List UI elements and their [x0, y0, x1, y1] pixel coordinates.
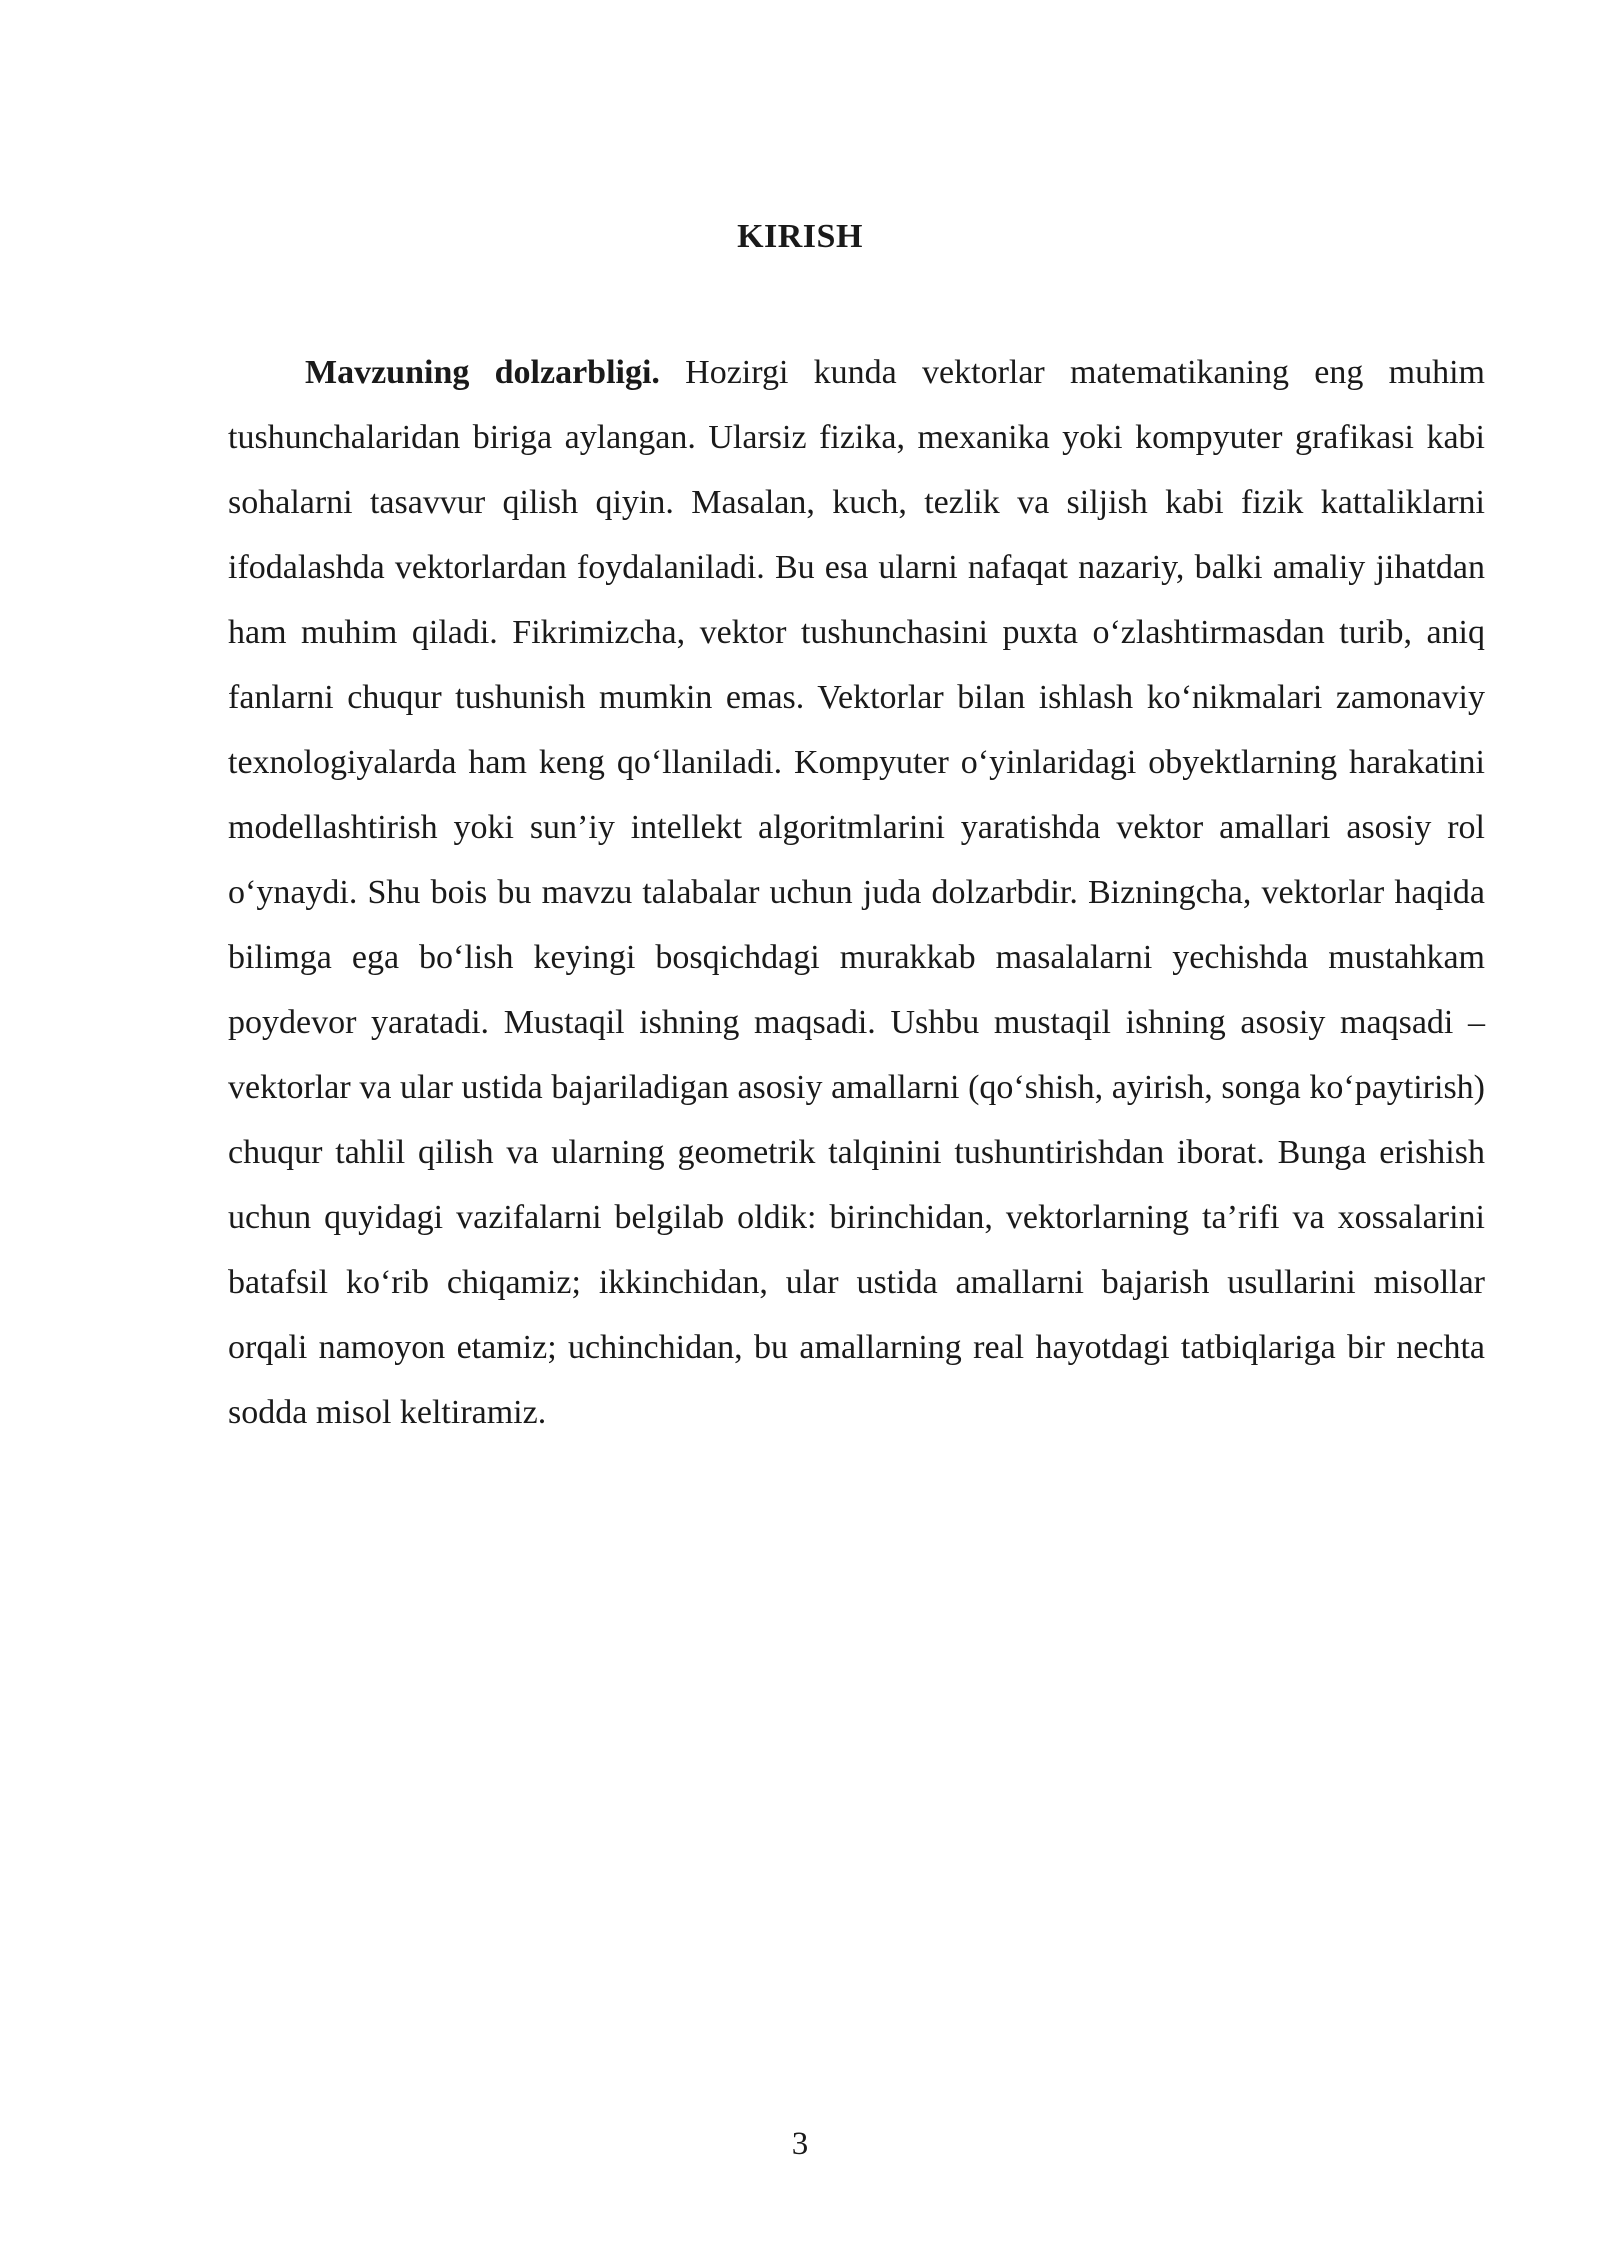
section-heading: KIRISH: [737, 218, 863, 255]
paragraph-lead: Mavzuning dolzarbligi.: [305, 354, 660, 391]
intro-paragraph: [228, 340, 1485, 1445]
paragraph-text: Hozirgi kunda vektorlar matematikaning eng muhim tushunchalaridan biriga aylangan. Ularsiz fizika, mexanika yoki kompyuter grafikasi kabi sohalarni tasavvur qilish qiyin. Masalan, kuch, tezlik va siljish kabi fizik kattaliklarni ifodalashda vektorlardan foydalaniladi. Bu esa ularni nafaqat nazariy, balki amaliy jihatdan ham muhim qiladi. Fikrimizcha, vektor tushunchasini puxta o‘zlashtirmasdan turib, aniq fanlarni chuqur tushunish mumkin emas. Vektorlar bilan ishlash ko‘nikmalari zamonaviy texnologiyalarda ham keng qo‘llaniladi. Kompyuter o‘yinlaridagi obyektlarning harakatini modellashtirish yoki sun’iy intellekt algoritmlarini yaratishda vektor amallari asosiy rol o‘ynaydi. Shu bois bu mavzu talabalar uchun juda dolzarbdir. Bizningcha, vektorlar haqida bilimga ega bo‘lish keyingi bosqichdagi murakkab masalalarni yechishda mustahkam poydevor yaratadi. Mustaqil ishning maqsadi. Ushbu mustaqil ishning asosiy maqsadi – vektorlar va ular ustida bajariladigan asosiy amallarni (qo‘shish, ayirish, songa ko‘paytirish) chuqur tahlil qilish va ularning geometrik talqinini tushuntirishdan iborat. Bunga erishish uchun quyidagi vazifalarni belgilab oldik: birinchidan, vektorlarning ta’rifi va xossalarini batafsil ko‘rib chiqamiz; ikkinchidan, ular ustida amallarni bajarish usullarini misollar orqali namoyon etamiz; uchinchidan, bu amallarning real hayotdagi tatbiqlariga bir nechta sodda misol keltiramiz.: [228, 354, 1485, 1431]
page-number: 3: [791, 2126, 809, 2162]
